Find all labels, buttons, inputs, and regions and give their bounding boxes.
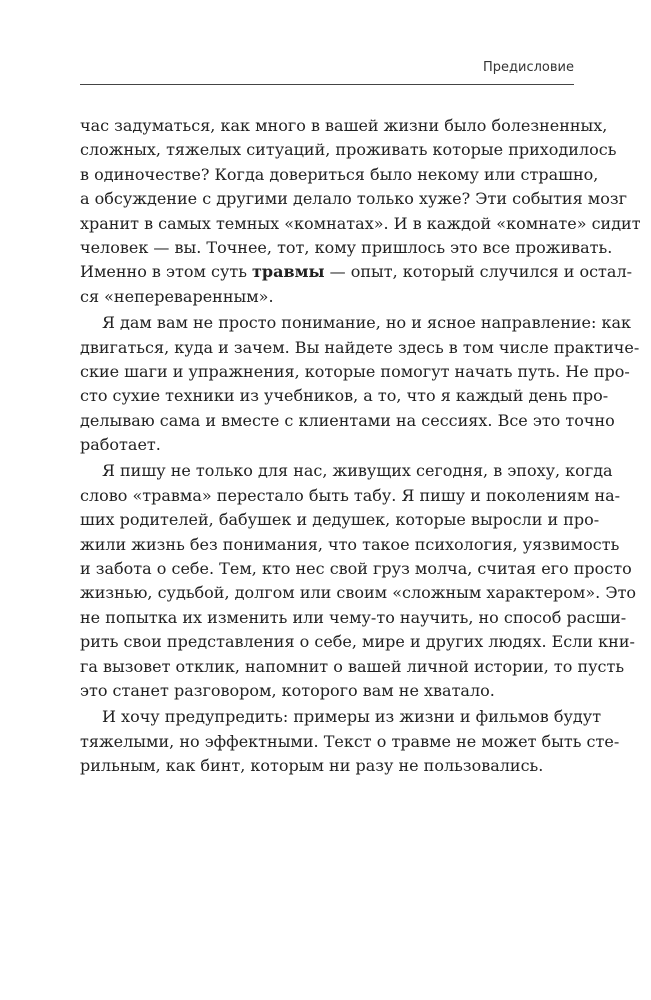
text-line: час задуматься, как много в вашей жизни было болезненных, [80, 116, 608, 135]
header-rule [80, 84, 574, 85]
paragraph-2 [80, 311, 640, 457]
text-line: работает. [80, 435, 161, 455]
text-line: двигаться, куда и зачем. Вы найдете здесь в том числе практиче- [80, 337, 640, 357]
text-line: ших родителей, бабушек и дедушек, которые выросли и про- [80, 510, 600, 530]
text-line: ские шаги и упражнения, которые помогут начать путь. Не про- [80, 361, 630, 381]
text-line-with-emphasis [80, 260, 633, 284]
text-run: Именно в этом суть [80, 262, 253, 282]
text-line: рильным, как бинт, которым ни разу не пользовались. [80, 756, 544, 776]
text-line: в одиночестве? Когда довериться было некому или страшно, [80, 164, 599, 184]
text-line: сложных, тяжелых ситуаций, проживать которые приходилось [80, 140, 617, 160]
text-line: не попытка их изменить или чему-то научить, но способ расши- [80, 607, 627, 627]
text-line: Я пишу не только для нас, живущих сегодня, в эпоху, когда [102, 461, 613, 481]
paragraph-1 [80, 114, 641, 309]
running-title: Предисловие [483, 60, 574, 75]
text-line: га вызовет отклик, напомнит о вашей личной истории, то пусть [80, 656, 625, 676]
text-run: — опыт, который случился и остал- [324, 262, 633, 282]
emphasized-term: травмы [252, 262, 325, 282]
text-line: И хочу предупредить: примеры из жизни и фильмов будут [102, 707, 602, 727]
text-line: рить свои представления о себе, мире и других людях. Если кни- [80, 632, 635, 652]
text-line: делываю сама и вместе с клиентами на сессиях. Все это точно [80, 410, 615, 430]
text-line: тяжелыми, но эффектными. Текст о травме не может быть сте- [80, 731, 620, 751]
text-line: слово «травма» перестало быть табу. Я пишу и поколениям на- [80, 485, 621, 505]
page-body [80, 114, 641, 779]
paragraph-4 [80, 705, 620, 778]
text-line: это станет разговором, которого вам не хватало. [80, 680, 495, 700]
text-line: Я дам вам не просто понимание, но и ясное направление: как [102, 313, 632, 333]
text-line: хранит в самых темных «комнатах». И в каждой «комнате» сидит [80, 213, 641, 233]
text-line: сто сухие техники из учебников, а то, что я каждый день про- [80, 386, 609, 406]
paragraph-3 [80, 459, 637, 703]
text-line: человек — вы. Точнее, тот, кому пришлось это все проживать. [80, 237, 613, 257]
text-line: жизнью, судьбой, долгом или своим «сложным характером». Это [80, 583, 637, 603]
text-line: жили жизнь без понимания, что такое психология, уязвимость [80, 534, 620, 554]
text-line: ся «непереваренным». [80, 286, 274, 306]
text-line: и забота о себе. Тем, кто нес свой груз молча, считая его просто [80, 559, 632, 579]
text-line: а обсуждение с другими делало только хуже? Эти события мозг [80, 189, 627, 209]
